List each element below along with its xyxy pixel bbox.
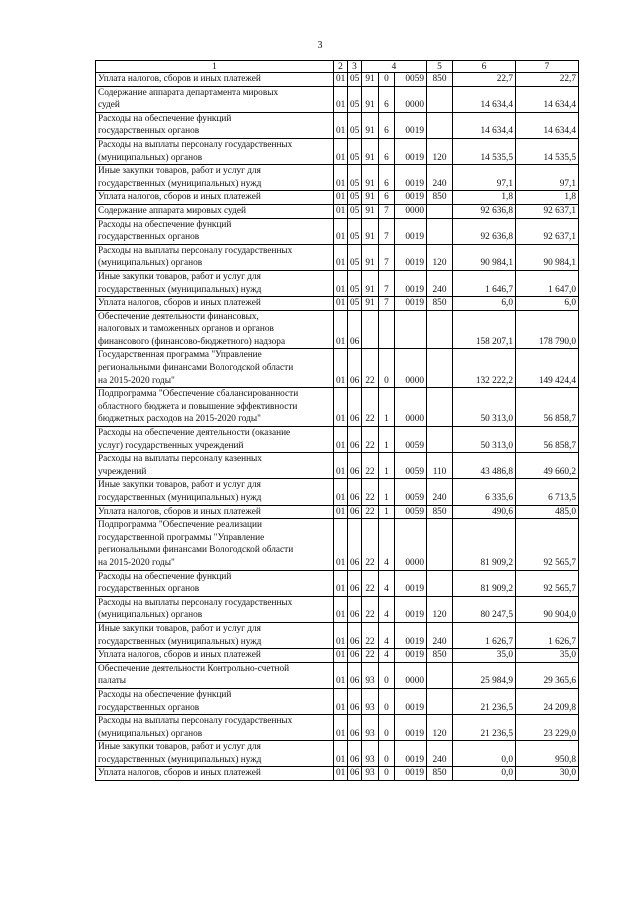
subprogram-code: 6 [379,165,395,191]
table-row [96,86,579,112]
amount-year-2: 92 637,1 [516,204,579,218]
amount-year-1: 132 222,2 [453,349,516,388]
amount-year-2: 92 565,7 [516,519,579,570]
amount-year-1: 22,7 [453,73,516,87]
subprogram-code: 0 [379,688,395,714]
subprogram-code: 6 [379,112,395,138]
amount-year-2: 485,0 [516,505,579,519]
subprogram-code: 0 [379,767,395,781]
program-code: 91 [362,112,379,138]
subsection-code: 06 [348,570,362,596]
program-code: 91 [362,204,379,218]
program-code: 93 [362,741,379,767]
amount-year-1: 1,8 [453,191,516,205]
program-code: 91 [362,244,379,270]
amount-year-2: 14 634,4 [516,86,579,112]
subsection-code: 06 [348,388,362,427]
subsection-code: 05 [348,112,362,138]
amount-year-2: 14 634,4 [516,112,579,138]
subsection-code: 06 [348,519,362,570]
subsection-code: 05 [348,204,362,218]
expense-type-code: 850 [427,505,453,519]
amount-year-1: 92 636,8 [453,218,516,244]
direction-code: 0019 [395,715,427,741]
amount-year-1: 490,6 [453,505,516,519]
section-code: 01 [334,767,348,781]
subprogram-code: 6 [379,191,395,205]
expense-type-code [427,688,453,714]
subprogram-code: 7 [379,218,395,244]
amount-year-2: 1,8 [516,191,579,205]
amount-year-1: 80 247,5 [453,596,516,622]
expense-type-code: 850 [427,297,453,311]
section-code: 01 [334,218,348,244]
program-code: 22 [362,349,379,388]
amount-year-2: 29 365,6 [516,662,579,688]
amount-year-1: 1 626,7 [453,622,516,648]
item-name: Расходы на обеспечение функций государственных органов [96,112,334,138]
expense-type-code [427,519,453,570]
program-code: 22 [362,388,379,427]
subsection-code: 06 [348,596,362,622]
section-code: 01 [334,596,348,622]
direction-code: 0019 [395,622,427,648]
amount-year-2: 90 904,0 [516,596,579,622]
program-code: 91 [362,138,379,164]
subprogram-code: 4 [379,519,395,570]
amount-year-2: 14 535,5 [516,138,579,164]
program-code: 93 [362,662,379,688]
header-cell: 7 [516,61,579,73]
amount-year-1: 1 646,7 [453,270,516,296]
item-name: Иные закупки товаров, работ и услуг для государственных (муниципальных) нужд [96,622,334,648]
amount-year-1: 6 335,6 [453,479,516,505]
direction-code: 0000 [395,662,427,688]
section-code: 01 [334,479,348,505]
program-code: 22 [362,570,379,596]
section-code: 01 [334,662,348,688]
item-name: Уплата налогов, сборов и иных платежей [96,73,334,87]
subsection-code: 05 [348,244,362,270]
expense-type-code [427,427,453,453]
item-name: Расходы на выплаты персоналу государственных (муниципальных) органов [96,138,334,164]
amount-year-2: 6,0 [516,297,579,311]
subprogram-code: 6 [379,138,395,164]
section-code: 01 [334,310,348,349]
table-row [96,662,579,688]
direction-code: 0019 [395,218,427,244]
section-code: 01 [334,204,348,218]
subprogram-code: 1 [379,479,395,505]
table-row [96,112,579,138]
item-name: Расходы на обеспечение функций государственных органов [96,218,334,244]
subprogram-code: 1 [379,427,395,453]
subsection-code: 05 [348,86,362,112]
header-cell: 1 [96,61,334,73]
program-code: 91 [362,191,379,205]
program-code [362,310,379,349]
table-row [96,519,579,570]
direction-code: 0000 [395,204,427,218]
item-name: Расходы на выплаты персоналу казенных учреждений [96,453,334,479]
subsection-code: 06 [348,453,362,479]
direction-code: 0000 [395,349,427,388]
subsection-code: 06 [348,349,362,388]
expense-type-code [427,570,453,596]
amount-year-1: 50 313,0 [453,427,516,453]
amount-year-2: 950,8 [516,741,579,767]
subprogram-code: 4 [379,596,395,622]
direction-code: 0019 [395,244,427,270]
header-row [96,61,579,73]
subsection-code: 06 [348,662,362,688]
expense-type-code: 120 [427,244,453,270]
expense-type-code: 120 [427,138,453,164]
direction-code: 0019 [395,570,427,596]
subprogram-code: 4 [379,570,395,596]
item-name: Уплата налогов, сборов и иных платежей [96,505,334,519]
program-code: 22 [362,519,379,570]
direction-code: 0019 [395,165,427,191]
amount-year-1: 158 207,1 [453,310,516,349]
table-row [96,388,579,427]
amount-year-1: 21 236,5 [453,715,516,741]
item-name: Подпрограмма "Обеспечение реализации государственной программы "Управление региональными финансами Вологодской области на 2015-2020 годы" [96,519,334,570]
table-row [96,427,579,453]
direction-code: 0019 [395,270,427,296]
section-code: 01 [334,388,348,427]
program-code: 91 [362,165,379,191]
amount-year-1: 81 909,2 [453,519,516,570]
section-code: 01 [334,427,348,453]
amount-year-1: 6,0 [453,297,516,311]
section-code: 01 [334,270,348,296]
table-row [96,688,579,714]
program-code: 91 [362,73,379,87]
item-name: Расходы на обеспечение функций государственных органов [96,570,334,596]
subsection-code: 05 [348,165,362,191]
amount-year-1: 50 313,0 [453,388,516,427]
program-code: 93 [362,767,379,781]
amount-year-2: 30,0 [516,767,579,781]
header-cell: 6 [453,61,516,73]
amount-year-2: 92 637,1 [516,218,579,244]
item-name: Иные закупки товаров, работ и услуг для государственных (муниципальных) нужд [96,479,334,505]
program-code: 22 [362,505,379,519]
section-code: 01 [334,505,348,519]
expense-type-code: 240 [427,622,453,648]
amount-year-1: 14 535,5 [453,138,516,164]
section-code: 01 [334,570,348,596]
subsection-code: 06 [348,649,362,663]
expense-type-code: 850 [427,649,453,663]
expense-type-code [427,310,453,349]
subsection-code: 06 [348,715,362,741]
section-code: 01 [334,649,348,663]
expense-type-code: 850 [427,767,453,781]
item-name: Обеспечение деятельности Контрольно-счетной палаты [96,662,334,688]
amount-year-1: 14 634,4 [453,86,516,112]
expense-type-code: 120 [427,715,453,741]
section-code: 01 [334,349,348,388]
table-row [96,244,579,270]
subsection-code: 06 [348,767,362,781]
expense-type-code: 120 [427,596,453,622]
subprogram-code: 7 [379,270,395,296]
direction-code: 0059 [395,505,427,519]
direction-code: 0019 [395,138,427,164]
subprogram-code: 0 [379,73,395,87]
subprogram-code: 1 [379,453,395,479]
table-row [96,204,579,218]
table-row [96,505,579,519]
section-code: 01 [334,519,348,570]
item-name: Иные закупки товаров, работ и услуг для государственных (муниципальных) нужд [96,741,334,767]
program-code: 22 [362,479,379,505]
direction-code [395,310,427,349]
amount-year-2: 97,1 [516,165,579,191]
section-code: 01 [334,112,348,138]
expense-type-code: 240 [427,270,453,296]
direction-code: 0019 [395,596,427,622]
section-code: 01 [334,191,348,205]
amount-year-1: 21 236,5 [453,688,516,714]
program-code: 22 [362,596,379,622]
header-cell: 2 [334,61,348,73]
expense-type-code [427,662,453,688]
section-code: 01 [334,73,348,87]
table-row [96,349,579,388]
item-name: Иные закупки товаров, работ и услуг для государственных (муниципальных) нужд [96,270,334,296]
subprogram-code: 0 [379,349,395,388]
amount-year-1: 0,0 [453,741,516,767]
item-name: Расходы на обеспечение деятельности (оказание услуг) государственных учреждений [96,427,334,453]
program-code: 91 [362,297,379,311]
table-row [96,767,579,781]
section-code: 01 [334,688,348,714]
expense-type-code: 240 [427,741,453,767]
subsection-code: 05 [348,297,362,311]
page-number: 3 [317,40,323,51]
program-code: 91 [362,86,379,112]
section-code: 01 [334,715,348,741]
direction-code: 0019 [395,112,427,138]
item-name: Содержание аппарата департамента мировых судей [96,86,334,112]
table-row [96,741,579,767]
header-cell: 5 [427,61,453,73]
amount-year-1: 81 909,2 [453,570,516,596]
expense-type-code [427,349,453,388]
direction-code: 0019 [395,688,427,714]
subsection-code: 06 [348,427,362,453]
amount-year-2: 23 229,0 [516,715,579,741]
program-code: 22 [362,453,379,479]
expense-type-code: 110 [427,453,453,479]
item-name: Государственная программа "Управление региональными финансами Вологодской области на 2015-2020 годы" [96,349,334,388]
amount-year-1: 43 486,8 [453,453,516,479]
expense-type-code: 850 [427,191,453,205]
table-body [96,73,579,781]
subprogram-code: 1 [379,388,395,427]
direction-code: 0059 [395,453,427,479]
table-row [96,649,579,663]
amount-year-1: 35,0 [453,649,516,663]
subsection-code: 06 [348,310,362,349]
subprogram-code [379,310,395,349]
table-row [96,570,579,596]
amount-year-2: 6 713,5 [516,479,579,505]
direction-code: 0019 [395,191,427,205]
amount-year-1: 97,1 [453,165,516,191]
section-code: 01 [334,244,348,270]
amount-year-2: 92 565,7 [516,570,579,596]
budget-table [95,60,579,781]
amount-year-2: 56 858,7 [516,427,579,453]
expense-type-code: 850 [427,73,453,87]
item-name: Иные закупки товаров, работ и услуг для государственных (муниципальных) нужд [96,165,334,191]
item-name: Уплата налогов, сборов и иных платежей [96,297,334,311]
table-row [96,138,579,164]
subsection-code: 06 [348,479,362,505]
amount-year-2: 178 790,0 [516,310,579,349]
item-name: Содержание аппарата мировых судей [96,204,334,218]
subprogram-code: 1 [379,505,395,519]
item-name: Расходы на выплаты персоналу государственных (муниципальных) органов [96,715,334,741]
expense-type-code: 240 [427,165,453,191]
table-row [96,622,579,648]
item-name: Подпрограмма "Обеспечение сбалансированности областного бюджета и повышение эффективности бюджетных расходов на 2015-2020 годы" [96,388,334,427]
item-name: Расходы на обеспечение функций государственных органов [96,688,334,714]
subsection-code: 05 [348,218,362,244]
program-code: 22 [362,622,379,648]
subsection-code: 05 [348,138,362,164]
amount-year-1: 92 636,8 [453,204,516,218]
expense-type-code [427,112,453,138]
direction-code: 0019 [395,649,427,663]
amount-year-2: 1 647,0 [516,270,579,296]
amount-year-2: 22,7 [516,73,579,87]
program-code: 22 [362,649,379,663]
amount-year-2: 24 209,8 [516,688,579,714]
subsection-code: 05 [348,270,362,296]
section-code: 01 [334,297,348,311]
table-row [96,596,579,622]
subprogram-code: 4 [379,649,395,663]
table-row [96,165,579,191]
item-name: Уплата налогов, сборов и иных платежей [96,191,334,205]
table-row [96,73,579,87]
amount-year-2: 149 424,4 [516,349,579,388]
table-row [96,191,579,205]
amount-year-2: 56 858,7 [516,388,579,427]
program-code: 91 [362,270,379,296]
amount-year-1: 90 984,1 [453,244,516,270]
direction-code: 0019 [395,767,427,781]
direction-code: 0059 [395,479,427,505]
subsection-code: 06 [348,622,362,648]
subprogram-code: 0 [379,741,395,767]
section-code: 01 [334,86,348,112]
amount-year-1: 25 984,9 [453,662,516,688]
subprogram-code: 7 [379,244,395,270]
direction-code: 0000 [395,86,427,112]
subprogram-code: 4 [379,622,395,648]
section-code: 01 [334,165,348,191]
header-cell: 4 [362,61,427,73]
section-code: 01 [334,453,348,479]
direction-code: 0059 [395,427,427,453]
item-name: Уплата налогов, сборов и иных платежей [96,649,334,663]
table-row [96,218,579,244]
table-row [96,297,579,311]
amount-year-2: 1 626,7 [516,622,579,648]
item-name: Уплата налогов, сборов и иных платежей [96,767,334,781]
item-name: Обеспечение деятельности финансовых, налоговых и таможенных органов и органов финансового (финансово-бюджетного) надзора [96,310,334,349]
subprogram-code: 0 [379,715,395,741]
table-row [96,310,579,349]
program-code: 93 [362,715,379,741]
subsection-code: 05 [348,73,362,87]
section-code: 01 [334,138,348,164]
subsection-code: 05 [348,191,362,205]
subprogram-code: 7 [379,297,395,311]
subsection-code: 06 [348,741,362,767]
subsection-code: 06 [348,688,362,714]
program-code: 93 [362,688,379,714]
direction-code: 0019 [395,741,427,767]
expense-type-code [427,86,453,112]
direction-code: 0019 [395,297,427,311]
subsection-code: 06 [348,505,362,519]
table-row [96,715,579,741]
amount-year-1: 14 634,4 [453,112,516,138]
table-row [96,453,579,479]
subprogram-code: 6 [379,86,395,112]
item-name: Расходы на выплаты персоналу государственных (муниципальных) органов [96,244,334,270]
item-name: Расходы на выплаты персоналу государственных (муниципальных) органов [96,596,334,622]
section-code: 01 [334,622,348,648]
expense-type-code [427,204,453,218]
header-cell: 3 [348,61,362,73]
amount-year-2: 90 984,1 [516,244,579,270]
expense-type-code [427,388,453,427]
program-code: 91 [362,218,379,244]
direction-code: 0000 [395,388,427,427]
amount-year-2: 35,0 [516,649,579,663]
table-row [96,479,579,505]
expense-type-code [427,218,453,244]
direction-code: 0059 [395,73,427,87]
subprogram-code: 7 [379,204,395,218]
amount-year-2: 49 660,2 [516,453,579,479]
amount-year-1: 0,0 [453,767,516,781]
expense-type-code: 240 [427,479,453,505]
program-code: 22 [362,427,379,453]
direction-code: 0000 [395,519,427,570]
section-code: 01 [334,741,348,767]
table-row [96,270,579,296]
subprogram-code: 0 [379,662,395,688]
